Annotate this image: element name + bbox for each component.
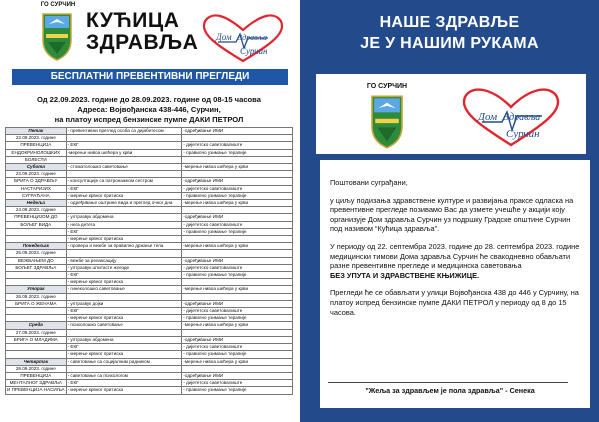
cell: [66, 207, 182, 214]
table-row: [6, 207, 293, 214]
cell: - дијететско саветовалиште: [182, 142, 293, 149]
row-label: [6, 315, 67, 322]
row-label: БОЛЕСТИ: [6, 156, 67, 163]
table-row: [6, 178, 293, 185]
day-row: [6, 128, 293, 135]
cell: - правилно узимање терапије: [182, 272, 293, 279]
left-panel: [0, 0, 298, 422]
health-center-logo-icon: [198, 14, 288, 64]
table-row: [6, 300, 293, 307]
cell: [182, 279, 293, 286]
table-row: [6, 365, 293, 372]
dates-line: Од 22.09.2023. године до 28.09.2023. године од 08-15 часова: [37, 95, 261, 104]
right-title-line-1: НАШЕ ЗДРАВЉЕ: [379, 14, 520, 31]
table-row: [6, 344, 293, 351]
section-banner: БЕСПЛАТНИ ПРЕВЕНТИВНИ ПРЕГЛЕДИ: [12, 69, 288, 85]
table-row: [6, 351, 293, 358]
table-row: [6, 250, 293, 257]
row-label: 28.09.2023. године: [6, 365, 67, 372]
table-row: [6, 293, 293, 300]
table-row: [6, 329, 293, 336]
table-row: [6, 171, 293, 178]
table-row: [6, 236, 293, 243]
day-row: [6, 243, 293, 250]
logos-box: [316, 74, 586, 154]
row-label: [6, 344, 67, 351]
cell: - ЕКГ: [66, 228, 182, 235]
cell: -одређивање ИМИ: [182, 257, 293, 264]
crest-caption: ГО СУРЧИН: [40, 2, 76, 8]
row-label: БРИГА О ЖЕНАМА: [6, 300, 67, 307]
svg-text:Сурчин: Сурчин: [240, 46, 268, 56]
right-panel: [300, 0, 599, 422]
cell: -мерење нивоа шећера у крви: [182, 322, 293, 329]
title-line-2: ЗДРАВЉА: [86, 31, 199, 54]
paragraph-1: у циљу подизања здравствене културе и развијања праксе одласка на превентивне прегледе позивамо Вас да узмете учешће у акцији коју организује Дом здравља Сурчин уз подршку Градске општине Сурчин под називом “Кућица здравља”.: [330, 195, 574, 234]
table-row: [6, 185, 293, 192]
cell: - ЕКГ: [66, 344, 182, 351]
crest-caption: ГО СУРЧИН: [366, 83, 408, 90]
cell: [66, 329, 182, 336]
cell: [182, 236, 293, 243]
svg-text:Здравља: Здравља: [238, 33, 268, 42]
cell: - правилно узимање терапије: [182, 149, 293, 156]
row-label: ПРЕВЕНЦИЈА: [6, 372, 67, 379]
row-label: ВЕЖБАЊЕМ ДО: [6, 257, 67, 264]
cell: - мерење крвног притиска: [66, 236, 182, 243]
cell: - саветовање са психологом: [66, 372, 182, 379]
cell: -одређивање ИМИ: [182, 178, 293, 185]
cell: - нега детета: [66, 221, 182, 228]
title-line-1: КУЋИЦА: [86, 9, 180, 32]
cell: - ултразвук дојки: [66, 300, 182, 307]
cell: - вежбе за релаксацију: [66, 257, 182, 264]
row-label: ПРЕВЕНЦИЈОМ ДО: [6, 214, 67, 221]
row-label: БРИГА О ЗДРАВЉУ: [6, 178, 67, 185]
day-row: [6, 286, 293, 293]
table-row: [6, 264, 293, 271]
cell: - гинеколошко саветовање: [66, 286, 182, 293]
cell: -мерење нивоа шећера у крви: [182, 286, 293, 293]
cell: - превентивни преглед особа са дијабетесом: [66, 128, 182, 135]
cell: - ЕКГ: [66, 142, 182, 149]
cell: - дијететско саветовалиште: [182, 344, 293, 351]
cell: - мерење крвног притиска: [66, 192, 182, 199]
page-title: [86, 10, 198, 54]
cell: - правилно узимање терапије: [182, 192, 293, 199]
cell: - дијететско саветовалиште: [182, 380, 293, 387]
cell: - мерење крвног притиска: [66, 387, 182, 394]
day-row: [6, 358, 293, 365]
cell: -мерење нивоа шећера у крви: [66, 149, 182, 156]
cell: - провера и вежбе за правилно држање тела: [66, 243, 182, 250]
row-label: НАСТАРИЈИХ: [6, 185, 67, 192]
row-label: 22.09.2023. године: [6, 135, 67, 142]
day-name: Среда: [6, 322, 67, 329]
cell: - ЕКГ: [66, 185, 182, 192]
day-row: [6, 200, 293, 207]
cell: - психолошко саветовање: [66, 322, 182, 329]
cell: [182, 207, 293, 214]
row-label: [6, 351, 67, 358]
table-row: [6, 336, 293, 343]
health-center-logo-icon: [456, 88, 566, 148]
cell: - ултразвук абдомена: [66, 214, 182, 221]
cell: [66, 156, 182, 163]
row-label: 26.09.2023. године: [6, 293, 67, 300]
cell: - дијететско саветовалиште: [182, 185, 293, 192]
row-label: БОЉЕГ ЗДРАВЉА: [6, 264, 67, 271]
row-label: СУГРАЂАНА: [6, 192, 67, 199]
svg-text:Дом: Дом: [216, 32, 232, 42]
cell: - ултразвук штитасте жлезде: [66, 264, 182, 271]
cell: -одређивање ИМИ: [182, 128, 293, 135]
address-line: Адреса: Војвођанска 438-446, Сурчин,: [77, 105, 221, 114]
svg-text:Сурчин: Сурчин: [506, 128, 540, 140]
cell: - стоматолошко саветовање: [66, 164, 182, 171]
cell: - консултације са патронажном сестром: [66, 178, 182, 185]
cell: [182, 135, 293, 142]
day-name: Четвртак: [6, 358, 67, 365]
cell: -мерење нивоа шећера у крви: [182, 243, 293, 250]
table-row: [6, 380, 293, 387]
cell: [182, 171, 293, 178]
cell: -мерење нивоа шећера у крви: [182, 164, 293, 171]
table-row: [6, 257, 293, 264]
table-row: [6, 135, 293, 142]
table-row: [6, 272, 293, 279]
row-label: [6, 279, 67, 286]
table-row: [6, 149, 293, 156]
row-label: [6, 228, 67, 235]
cell: - правилно узимање терапије: [182, 228, 293, 235]
day-name: Недеља: [6, 200, 67, 207]
quote: "Жеља за здрављем је пола здравља" - Сенека: [365, 386, 535, 395]
greeting: Поштовани суграђани,: [330, 178, 408, 187]
location-line: на платоу испред бензинске пумпе ДАКИ ПЕТРОЛ: [54, 115, 244, 124]
cell: - правилно узимање терапије: [182, 315, 293, 322]
cell: [66, 135, 182, 142]
paragraph-2: [330, 242, 582, 280]
svg-text:Дом: Дом: [478, 111, 498, 123]
cell: - правилно узимање терапије: [182, 387, 293, 394]
table-row: [6, 192, 293, 199]
row-label: 23.09.2023. године: [6, 171, 67, 178]
day-row: [6, 322, 293, 329]
svg-text:Здравља: Здравља: [504, 112, 541, 123]
cell: [66, 293, 182, 300]
cell: - дијететско саветовалиште: [182, 264, 293, 271]
row-label: [6, 308, 67, 315]
cell: [182, 293, 293, 300]
cell: -одређивање ИМИ: [182, 336, 293, 343]
day-name: Субота: [6, 164, 67, 171]
cell: -мерење нивоа шећера у крви: [182, 358, 293, 365]
cell: [182, 250, 293, 257]
quote-divider: [328, 382, 568, 383]
paragraph-2-text: У периоду од 22. септембра 2023. године до 28. септембра 2023. године медицински тимови Дома здравља Сурчин ће свакодневно обављати разне превентивне прегледе и медицинска саветовања: [330, 241, 580, 271]
cell: - саветовање са социјалним радником: [66, 358, 182, 365]
municipality-crest-icon: [40, 6, 74, 62]
row-label: И ПРЕВЕНЦИЈА НАСИЉА: [7, 387, 65, 393]
cell: - мерење крвног притиска: [66, 315, 182, 322]
cell: - ЕКГ: [66, 308, 182, 315]
cell: - дијететско саветовалиште: [182, 221, 293, 228]
table-row: [6, 221, 293, 228]
row-label: БОЉЕГ ВИДА: [6, 221, 67, 228]
row-label: 24.09.2023. године: [6, 207, 67, 214]
table-row: [6, 387, 293, 394]
table-row: [6, 372, 293, 379]
day-row: [6, 164, 293, 171]
cell: [66, 365, 182, 372]
cell: - ЕКГ: [66, 380, 182, 387]
cell: [182, 329, 293, 336]
cell: -одређивање ИМИ: [182, 372, 293, 379]
table-row: [6, 156, 293, 163]
cell: - ултразвук абдомена: [66, 336, 182, 343]
row-label: ПРЕВЕНЦИЈА: [6, 142, 67, 149]
table-row: [6, 214, 293, 221]
table-row: [6, 315, 293, 322]
cell: [182, 156, 293, 163]
row-label: МЕНТАЛНОГ ЗДРАВЉА: [6, 380, 67, 387]
cell: [66, 171, 182, 178]
day-name: Уторак: [6, 286, 67, 293]
row-label: БРИГА О МЛАДИМА: [6, 336, 67, 343]
cell: -мерење нивоа шећера у крви: [182, 200, 293, 207]
table-row: [6, 228, 293, 235]
invitation-text: [320, 160, 590, 408]
day-name: Петак: [6, 128, 67, 135]
cell: -одређивање ИМИ: [182, 300, 293, 307]
municipality-crest-icon: [368, 92, 406, 152]
row-label: [6, 236, 67, 243]
paragraph-3: Прегледи ће се обављати у улици Војвођанска 438 до 446 у Сурчину, на платоу испред бензинске пумпе ДАКИ ПЕТРОЛ у периоду од 8 до 15 часова.: [330, 288, 579, 317]
paragraph-2-emphasis: БЕЗ УПУТА И ЗДРАВСТВЕНЕ КЊИЖИЦЕ.: [330, 270, 480, 280]
cell: - мерење крвног притиска: [66, 279, 182, 286]
row-label: 27.09.2023. године: [6, 329, 67, 336]
schedule-table: [5, 127, 293, 395]
cell: - ЕКГ: [66, 272, 182, 279]
day-name: Понедељак: [6, 243, 67, 250]
table-row: [6, 279, 293, 286]
row-label: [6, 272, 67, 279]
cell: - одређивање оштрине вида и преглед очног дна: [66, 200, 182, 207]
table-row: [6, 308, 293, 315]
cell: [66, 250, 182, 257]
table-row: [6, 142, 293, 149]
cell: - дијететско саветовалиште: [182, 308, 293, 315]
row-label: 25.09.2023. године: [6, 250, 67, 257]
right-title-line-2: ЈЕ У НАШИМ РУКАМА: [360, 35, 539, 52]
cell: -одређивање ИМИ: [182, 214, 293, 221]
row-label: ЕНДОКРИНОЛОШКИХ: [6, 149, 67, 156]
cell: [182, 365, 293, 372]
cell: - правилно узимање терапије: [182, 351, 293, 358]
cell: - мерење крвног притиска: [66, 351, 182, 358]
